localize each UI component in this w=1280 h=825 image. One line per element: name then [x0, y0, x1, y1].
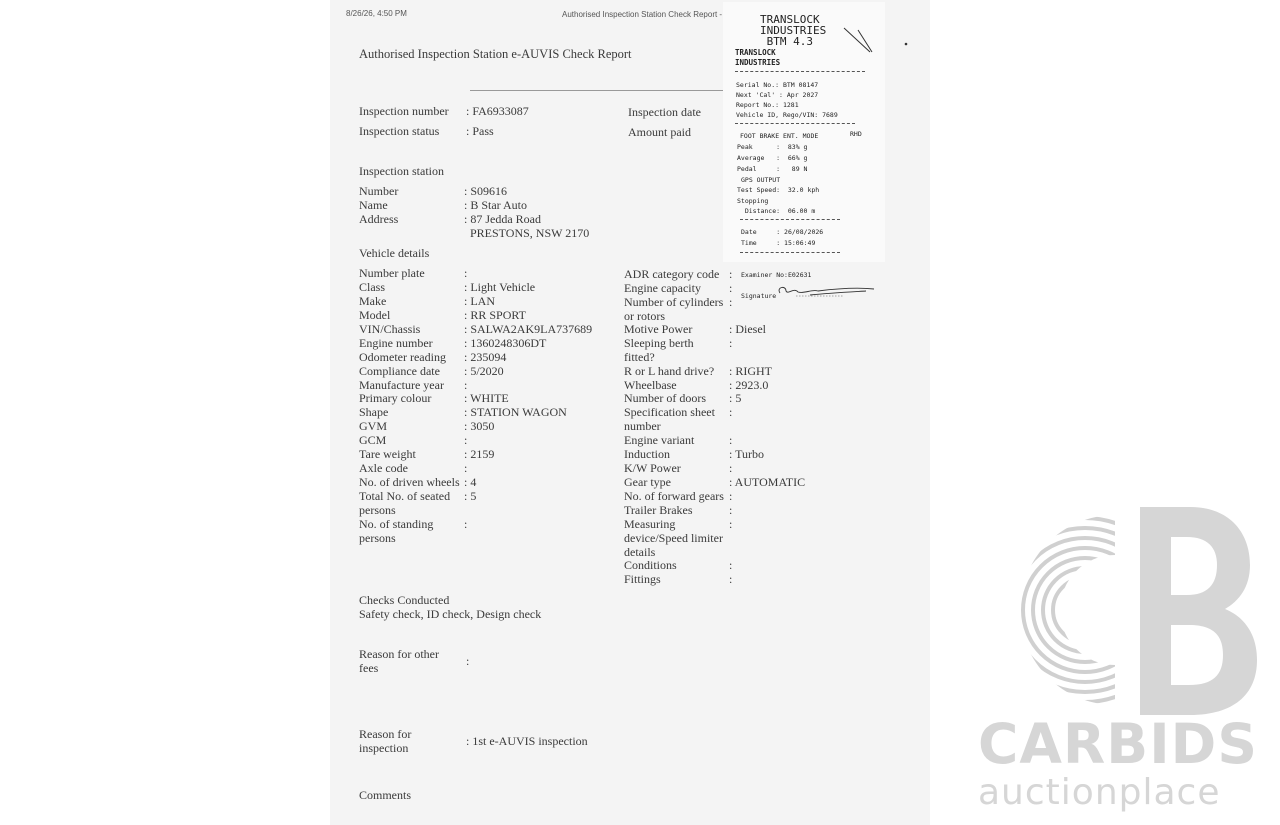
stamp-line: BTM 4.3 [766, 35, 813, 48]
vehicle-field-label: Total No. of seated persons [359, 489, 451, 517]
vehicle-field-label: No. of forward gears [624, 489, 724, 503]
checks-heading: Checks Conducted [359, 593, 450, 607]
station-name-value: : B Star Auto [464, 198, 528, 212]
vehicle-field-label: Shape [359, 405, 389, 419]
vehicle-field-value: : [729, 503, 733, 517]
vehicle-field-value: : 235094 [464, 350, 507, 364]
vehicle-field-value: : STATION WAGON [464, 405, 567, 419]
signature-scribble [774, 283, 878, 301]
station-address-line1: : 87 Jedda Road [464, 212, 541, 226]
vehicle-field-label: Compliance date [359, 364, 440, 378]
vehicle-field-label: Wheelbase [624, 378, 677, 392]
vehicle-field-label: No. of driven wheels [359, 475, 460, 489]
vehicle-field-value: : [729, 295, 733, 309]
reason-value: : 1st e-AUVIS inspection [466, 734, 588, 748]
vehicle-field-value: : [464, 378, 468, 392]
report-title: Authorised Inspection Station e-AUVIS Check Report [359, 47, 632, 61]
vehicle-field-value: : 2159 [464, 447, 495, 461]
vehicle-field-value: : LAN [464, 294, 495, 308]
inspection-number-value: : FA6933087 [466, 104, 529, 118]
vehicle-field-label: Model [359, 308, 391, 322]
vehicle-field-label: Engine number [359, 336, 433, 350]
vehicle-field-label: Gear type [624, 475, 671, 489]
vehicle-field-label: R or L hand drive? [624, 364, 715, 378]
vehicle-field-value: : [729, 461, 733, 475]
station-heading: Inspection station [359, 164, 444, 178]
vehicle-field-label: Axle code [359, 461, 408, 475]
inspection-status-value: : Pass [466, 124, 494, 138]
vehicle-field-value: : [729, 405, 733, 419]
vehicle-field-label: Odometer reading [359, 350, 446, 364]
vehicle-field-value: : Diesel [729, 322, 766, 336]
vehicle-field-label: VIN/Chassis [359, 322, 421, 336]
vehicle-field-value: : Light Vehicle [464, 280, 536, 294]
vehicle-field-value: : 5 [729, 391, 742, 405]
station-number-value: : S09616 [464, 184, 508, 198]
vehicle-field-value: : 3050 [464, 419, 495, 433]
vehicle-field-value: : [729, 281, 733, 295]
vehicle-field-label: Measuring device/Speed limiter details [624, 517, 723, 559]
receipt-examiner: Examiner No:E02631 [741, 271, 812, 279]
receipt-divider [735, 71, 865, 73]
receipt-divider [740, 219, 840, 221]
vehicle-field-value: : [464, 433, 468, 447]
print-page-title: Authorised Inspection Station Check Report - [562, 10, 723, 19]
receipt-distance: Distance: 06.00 m [737, 207, 816, 215]
vehicle-field-label: Specification sheet number [624, 405, 715, 433]
vehicle-field-value: : 2923.0 [729, 378, 769, 392]
brand-tagline: auctionplace [978, 772, 1221, 813]
receipt-divider [735, 123, 855, 125]
vehicle-field-label: K/W Power [624, 461, 681, 475]
vehicle-field-label: Class [359, 280, 386, 294]
vehicle-field-label: Manufacture year [359, 378, 444, 392]
vehicle-field-label: Engine capacity [624, 281, 701, 295]
vehicle-field-label: ADR category code [624, 267, 720, 281]
receipt-peak: Peak : 83% g [737, 143, 808, 151]
vehicle-field-label: Primary colour [359, 391, 432, 405]
receipt-mode: FOOT BRAKE ENT. MODE [740, 132, 819, 140]
vehicle-field-value: : [464, 266, 468, 280]
vehicle-field-value: : WHITE [464, 391, 509, 405]
print-timestamp: 8/26/26, 4:50 PM [346, 9, 407, 18]
vehicle-heading: Vehicle details [359, 246, 430, 260]
title-divider [470, 90, 730, 91]
receipt-rhd: RHD [850, 130, 862, 138]
vehicle-field-label: Number plate [359, 266, 425, 280]
vehicle-field-label: GCM [359, 433, 387, 447]
checks-value: Safety check, ID check, Design check [359, 607, 542, 621]
inspection-status-label: Inspection status [359, 124, 440, 138]
vehicle-field-value: : [464, 461, 468, 475]
vehicle-field-value: : [729, 558, 733, 572]
vehicle-field-label: GVM [359, 419, 388, 433]
station-number-label: Number [359, 184, 399, 198]
vehicle-field-label: Number of cylinders or rotors [624, 295, 724, 323]
receipt-gps: GPS OUTPUT [741, 176, 781, 184]
vehicle-field-label: Number of doors [624, 391, 706, 405]
receipt-time: Time : 15:06:49 [741, 239, 816, 247]
vehicle-field-value: : Turbo [729, 447, 765, 461]
vehicle-field-label: Conditions [624, 558, 677, 572]
vehicle-field-value: : [729, 267, 733, 281]
inspection-date-label: Inspection date [628, 105, 701, 119]
station-name-label: Name [359, 198, 388, 212]
vehicle-field-value: : 5/2020 [464, 364, 504, 378]
comments-label: Comments [359, 788, 412, 802]
vehicle-field-label: Tare weight [359, 447, 416, 461]
receipt-pedal: Pedal : 89 N [737, 165, 808, 173]
receipt-date: Date : 26/08/2026 [741, 228, 824, 236]
receipt-divider [740, 252, 840, 254]
vehicle-field-value: : RIGHT [729, 364, 772, 378]
vehicle-field-value: : RR SPORT [464, 308, 526, 322]
station-address-line2: PRESTONS, NSW 2170 [470, 226, 590, 240]
vehicle-field-value: : [729, 336, 733, 350]
amount-paid-label: Amount paid [628, 125, 691, 139]
receipt-average: Average : 66% g [737, 154, 808, 162]
receipt-test-speed: Test Speed: 32.0 kph [737, 186, 820, 194]
vehicle-field-value: : AUTOMATIC [729, 475, 806, 489]
receipt-vehicle-id: Vehicle ID, Rego/VIN: 7689 [736, 111, 838, 119]
vehicle-field-value: : 5 [464, 489, 477, 503]
vehicle-field-label: Trailer Brakes [624, 503, 693, 517]
vehicle-field-value: : 4 [464, 475, 477, 489]
stamp-line: INDUSTRIES [760, 24, 827, 37]
receipt-report-no: Report No.: 1281 [736, 101, 799, 109]
other-fees-label: Reason for other fees [359, 647, 439, 675]
vehicle-field-value: : [729, 489, 733, 503]
vehicle-field-value: : SALWA2AK9LA737689 [464, 322, 593, 336]
reason-label: Reason for inspection [359, 727, 412, 755]
vehicle-field-value: : 1360248306DT [464, 336, 547, 350]
receipt-next-cal: Next 'Cal' : Apr 2027 [736, 91, 819, 99]
inspection-number-label: Inspection number [359, 104, 449, 118]
stamp-line: TRANSLOCK [760, 13, 820, 26]
other-fees-value: : [466, 654, 470, 668]
vehicle-field-label: No. of standing persons [359, 517, 434, 545]
receipt-signature-label: Signature [741, 292, 777, 300]
receipt-stopping: Stopping [737, 197, 769, 205]
station-address-label: Address [359, 212, 399, 226]
brand-name: CARBIDS [978, 712, 1258, 776]
receipt-serial: Serial No.: BTM 08147 [736, 81, 819, 89]
receipt-brand: INDUSTRIES [735, 58, 781, 67]
vehicle-field-label: Induction [624, 447, 670, 461]
stamp-mark [840, 22, 920, 62]
receipt-brand: TRANSLOCK [735, 48, 776, 57]
vehicle-field-label: Sleeping berth fitted? [624, 336, 694, 364]
vehicle-field-label: Motive Power [624, 322, 693, 336]
vehicle-field-label: Engine variant [624, 433, 695, 447]
receipt-stamp [760, 14, 826, 47]
vehicle-field-label: Fittings [624, 572, 661, 586]
vehicle-field-value: : [729, 433, 733, 447]
vehicle-field-value: : [729, 572, 733, 586]
vehicle-field-value: : [464, 517, 468, 531]
vehicle-field-label: Make [359, 294, 387, 308]
vehicle-field-value: : [729, 517, 733, 531]
